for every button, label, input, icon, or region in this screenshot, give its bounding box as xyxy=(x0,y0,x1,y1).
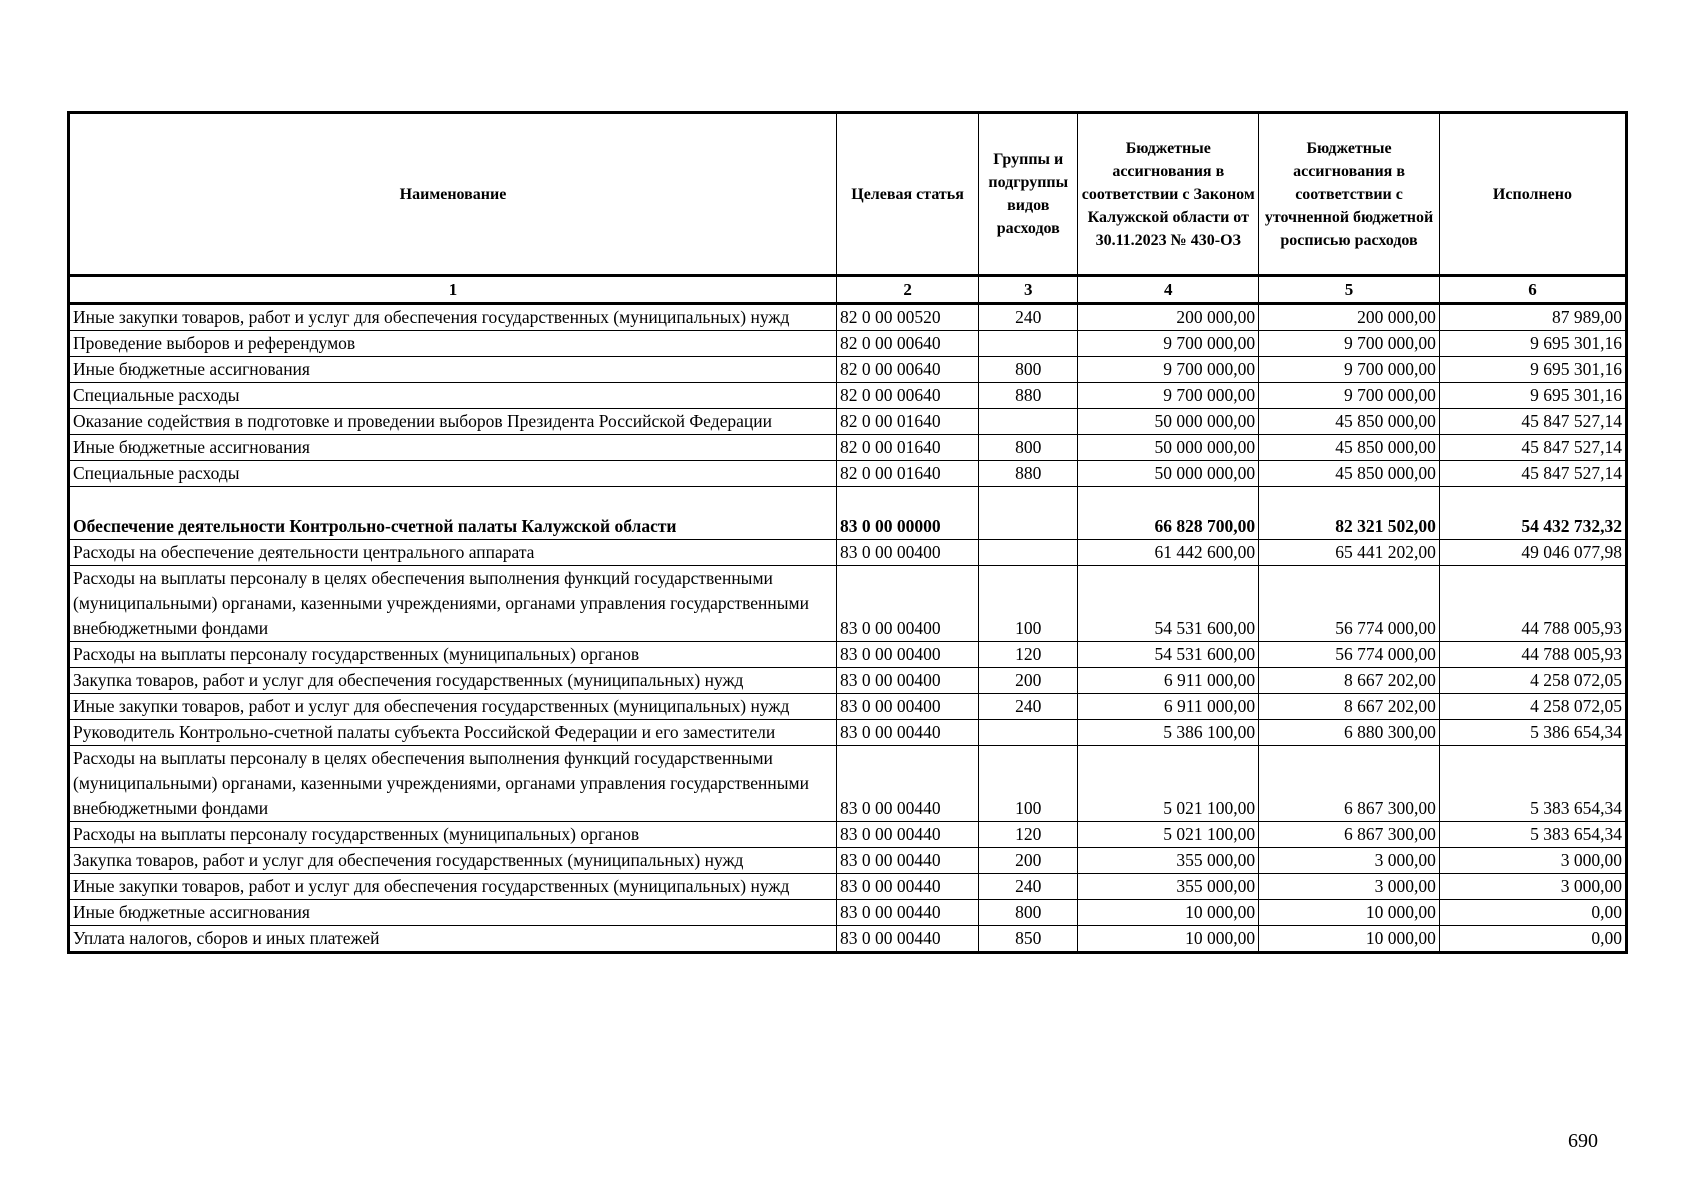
header-number: 5 xyxy=(1259,276,1440,304)
cell-refined-allocation: 9 700 000,00 xyxy=(1259,331,1440,357)
header-number-row xyxy=(69,276,1627,304)
cell-executed: 4 258 072,05 xyxy=(1439,694,1626,720)
cell-refined-allocation: 200 000,00 xyxy=(1259,304,1440,331)
cell-name: Руководитель Контрольно-счетной палаты субъекта Российской Федерации и его заместители xyxy=(69,720,837,746)
cell-refined-allocation: 45 850 000,00 xyxy=(1259,409,1440,435)
cell-executed: 5 383 654,34 xyxy=(1439,746,1626,822)
cell-expense-group: 800 xyxy=(979,435,1078,461)
cell-target-article: 82 0 00 01640 xyxy=(837,461,979,487)
cell-law-allocation: 6 911 000,00 xyxy=(1078,694,1259,720)
cell-law-allocation: 10 000,00 xyxy=(1078,926,1259,953)
cell-target-article: 83 0 00 00000 xyxy=(837,487,979,540)
cell-refined-allocation: 8 667 202,00 xyxy=(1259,694,1440,720)
cell-target-article: 82 0 00 00520 xyxy=(837,304,979,331)
cell-name: Иные бюджетные ассигнования xyxy=(69,435,837,461)
header-number: 3 xyxy=(979,276,1078,304)
cell-target-article: 83 0 00 00440 xyxy=(837,926,979,953)
cell-expense-group: 100 xyxy=(979,746,1078,822)
cell-target-article: 83 0 00 00400 xyxy=(837,540,979,566)
cell-name: Иные бюджетные ассигнования xyxy=(69,357,837,383)
cell-refined-allocation: 3 000,00 xyxy=(1259,874,1440,900)
cell-law-allocation: 200 000,00 xyxy=(1078,304,1259,331)
cell-target-article: 82 0 00 00640 xyxy=(837,357,979,383)
cell-refined-allocation: 10 000,00 xyxy=(1259,900,1440,926)
cell-target-article: 82 0 00 01640 xyxy=(837,435,979,461)
cell-executed: 5 383 654,34 xyxy=(1439,822,1626,848)
header-number: 4 xyxy=(1078,276,1259,304)
cell-executed: 45 847 527,14 xyxy=(1439,461,1626,487)
cell-target-article: 83 0 00 00400 xyxy=(837,566,979,642)
cell-law-allocation: 5 386 100,00 xyxy=(1078,720,1259,746)
table-row xyxy=(69,409,1627,435)
cell-expense-group: 100 xyxy=(979,566,1078,642)
cell-executed: 9 695 301,16 xyxy=(1439,383,1626,409)
cell-law-allocation: 355 000,00 xyxy=(1078,874,1259,900)
cell-expense-group: 850 xyxy=(979,926,1078,953)
cell-expense-group: 800 xyxy=(979,357,1078,383)
cell-refined-allocation: 9 700 000,00 xyxy=(1259,357,1440,383)
cell-name: Расходы на выплаты персоналу государственных (муниципальных) органов xyxy=(69,642,837,668)
cell-name: Оказание содействия в подготовке и проведении выборов Президента Российской Федерации xyxy=(69,409,837,435)
cell-name: Иные закупки товаров, работ и услуг для обеспечения государственных (муниципальных) нужд xyxy=(69,694,837,720)
cell-target-article: 83 0 00 00440 xyxy=(837,720,979,746)
cell-expense-group xyxy=(979,331,1078,357)
cell-refined-allocation: 8 667 202,00 xyxy=(1259,668,1440,694)
cell-name: Обеспечение деятельности Контрольно-счетной палаты Калужской области xyxy=(69,487,837,540)
cell-executed: 0,00 xyxy=(1439,900,1626,926)
table-row xyxy=(69,926,1627,953)
cell-expense-group: 120 xyxy=(979,642,1078,668)
table-row xyxy=(69,331,1627,357)
cell-expense-group xyxy=(979,540,1078,566)
cell-law-allocation: 5 021 100,00 xyxy=(1078,822,1259,848)
cell-executed: 44 788 005,93 xyxy=(1439,642,1626,668)
cell-target-article: 82 0 00 01640 xyxy=(837,409,979,435)
table-row xyxy=(69,694,1627,720)
cell-expense-group: 240 xyxy=(979,874,1078,900)
cell-name: Закупка товаров, работ и услуг для обеспечения государственных (муниципальных) нужд xyxy=(69,848,837,874)
table-row xyxy=(69,383,1627,409)
cell-law-allocation: 5 021 100,00 xyxy=(1078,746,1259,822)
cell-law-allocation: 10 000,00 xyxy=(1078,900,1259,926)
cell-name: Расходы на выплаты персоналу в целях обеспечения выполнения функций государственными (муниципальными) органами, казенными учреждениями, органами управления государственными внебюджетными фондами xyxy=(69,566,837,642)
header-row xyxy=(69,113,1627,276)
cell-refined-allocation: 6 880 300,00 xyxy=(1259,720,1440,746)
table-row xyxy=(69,566,1627,642)
cell-refined-allocation: 6 867 300,00 xyxy=(1259,746,1440,822)
table-row xyxy=(69,435,1627,461)
cell-target-article: 83 0 00 00400 xyxy=(837,668,979,694)
cell-law-allocation: 66 828 700,00 xyxy=(1078,487,1259,540)
cell-expense-group: 240 xyxy=(979,304,1078,331)
cell-expense-group xyxy=(979,720,1078,746)
cell-executed: 87 989,00 xyxy=(1439,304,1626,331)
cell-executed: 9 695 301,16 xyxy=(1439,357,1626,383)
cell-executed: 44 788 005,93 xyxy=(1439,566,1626,642)
cell-expense-group xyxy=(979,487,1078,540)
cell-refined-allocation: 56 774 000,00 xyxy=(1259,566,1440,642)
table-row xyxy=(69,540,1627,566)
cell-expense-group: 880 xyxy=(979,383,1078,409)
cell-name: Иные закупки товаров, работ и услуг для обеспечения государственных (муниципальных) нужд xyxy=(69,874,837,900)
cell-name: Расходы на обеспечение деятельности центрального аппарата xyxy=(69,540,837,566)
table-row xyxy=(69,642,1627,668)
header-executed: Исполнено xyxy=(1439,113,1626,276)
table-row xyxy=(69,848,1627,874)
header-law-allocations: Бюджетные ассигнования в соответствии с Законом Калужской области от 30.11.2023 № 430-ОЗ xyxy=(1078,113,1259,276)
cell-law-allocation: 9 700 000,00 xyxy=(1078,331,1259,357)
cell-target-article: 83 0 00 00400 xyxy=(837,642,979,668)
cell-executed: 0,00 xyxy=(1439,926,1626,953)
cell-name: Уплата налогов, сборов и иных платежей xyxy=(69,926,837,953)
table-row xyxy=(69,746,1627,822)
cell-refined-allocation: 45 850 000,00 xyxy=(1259,435,1440,461)
cell-name: Расходы на выплаты персоналу государственных (муниципальных) органов xyxy=(69,822,837,848)
header-number: 1 xyxy=(69,276,837,304)
cell-refined-allocation: 56 774 000,00 xyxy=(1259,642,1440,668)
header-refined-allocations: Бюджетные ассигнования в соответствии с уточненной бюджетной росписью расходов xyxy=(1259,113,1440,276)
cell-target-article: 83 0 00 00440 xyxy=(837,874,979,900)
cell-executed: 45 847 527,14 xyxy=(1439,435,1626,461)
cell-expense-group: 800 xyxy=(979,900,1078,926)
table-body xyxy=(69,304,1627,953)
cell-executed: 9 695 301,16 xyxy=(1439,331,1626,357)
cell-name: Закупка товаров, работ и услуг для обеспечения государственных (муниципальных) нужд xyxy=(69,668,837,694)
cell-target-article: 83 0 00 00440 xyxy=(837,900,979,926)
cell-executed: 45 847 527,14 xyxy=(1439,409,1626,435)
cell-target-article: 82 0 00 00640 xyxy=(837,331,979,357)
table-row xyxy=(69,874,1627,900)
cell-executed: 3 000,00 xyxy=(1439,874,1626,900)
header-number: 2 xyxy=(837,276,979,304)
header-number: 6 xyxy=(1439,276,1626,304)
cell-executed: 4 258 072,05 xyxy=(1439,668,1626,694)
page-number: 690 xyxy=(1568,1130,1598,1152)
cell-expense-group: 240 xyxy=(979,694,1078,720)
cell-law-allocation: 9 700 000,00 xyxy=(1078,383,1259,409)
cell-refined-allocation: 10 000,00 xyxy=(1259,926,1440,953)
cell-name: Иные бюджетные ассигнования xyxy=(69,900,837,926)
cell-target-article: 83 0 00 00440 xyxy=(837,746,979,822)
table-row xyxy=(69,461,1627,487)
cell-expense-group: 200 xyxy=(979,668,1078,694)
cell-target-article: 83 0 00 00400 xyxy=(837,694,979,720)
cell-law-allocation: 355 000,00 xyxy=(1078,848,1259,874)
cell-expense-group: 120 xyxy=(979,822,1078,848)
cell-law-allocation: 50 000 000,00 xyxy=(1078,409,1259,435)
cell-target-article: 82 0 00 00640 xyxy=(837,383,979,409)
table-row xyxy=(69,900,1627,926)
cell-refined-allocation: 3 000,00 xyxy=(1259,848,1440,874)
table-row xyxy=(69,720,1627,746)
cell-law-allocation: 54 531 600,00 xyxy=(1078,642,1259,668)
cell-expense-group xyxy=(979,409,1078,435)
cell-law-allocation: 54 531 600,00 xyxy=(1078,566,1259,642)
cell-name: Специальные расходы xyxy=(69,383,837,409)
cell-law-allocation: 61 442 600,00 xyxy=(1078,540,1259,566)
cell-name: Расходы на выплаты персоналу в целях обеспечения выполнения функций государственными (муниципальными) органами, казенными учреждениями, органами управления государственными внебюджетными фондами xyxy=(69,746,837,822)
cell-executed: 49 046 077,98 xyxy=(1439,540,1626,566)
cell-law-allocation: 6 911 000,00 xyxy=(1078,668,1259,694)
cell-target-article: 83 0 00 00440 xyxy=(837,848,979,874)
header-target-article: Целевая статья xyxy=(837,113,979,276)
cell-law-allocation: 9 700 000,00 xyxy=(1078,357,1259,383)
table-row xyxy=(69,304,1627,331)
cell-target-article: 83 0 00 00440 xyxy=(837,822,979,848)
budget-table xyxy=(67,111,1628,954)
header-name: Наименование xyxy=(69,113,837,276)
cell-refined-allocation: 82 321 502,00 xyxy=(1259,487,1440,540)
table-row xyxy=(69,357,1627,383)
cell-executed: 3 000,00 xyxy=(1439,848,1626,874)
cell-name: Специальные расходы xyxy=(69,461,837,487)
cell-name: Иные закупки товаров, работ и услуг для обеспечения государственных (муниципальных) нужд xyxy=(69,304,837,331)
cell-refined-allocation: 45 850 000,00 xyxy=(1259,461,1440,487)
cell-executed: 54 432 732,32 xyxy=(1439,487,1626,540)
budget-sheet xyxy=(67,111,1628,954)
table-row xyxy=(69,822,1627,848)
cell-expense-group: 200 xyxy=(979,848,1078,874)
cell-executed: 5 386 654,34 xyxy=(1439,720,1626,746)
table-row xyxy=(69,487,1627,540)
cell-refined-allocation: 9 700 000,00 xyxy=(1259,383,1440,409)
cell-law-allocation: 50 000 000,00 xyxy=(1078,461,1259,487)
cell-law-allocation: 50 000 000,00 xyxy=(1078,435,1259,461)
table-row xyxy=(69,668,1627,694)
cell-name: Проведение выборов и референдумов xyxy=(69,331,837,357)
cell-expense-group: 880 xyxy=(979,461,1078,487)
cell-refined-allocation: 65 441 202,00 xyxy=(1259,540,1440,566)
header-expense-groups: Группы и подгруппы видов расходов xyxy=(979,113,1078,276)
cell-refined-allocation: 6 867 300,00 xyxy=(1259,822,1440,848)
